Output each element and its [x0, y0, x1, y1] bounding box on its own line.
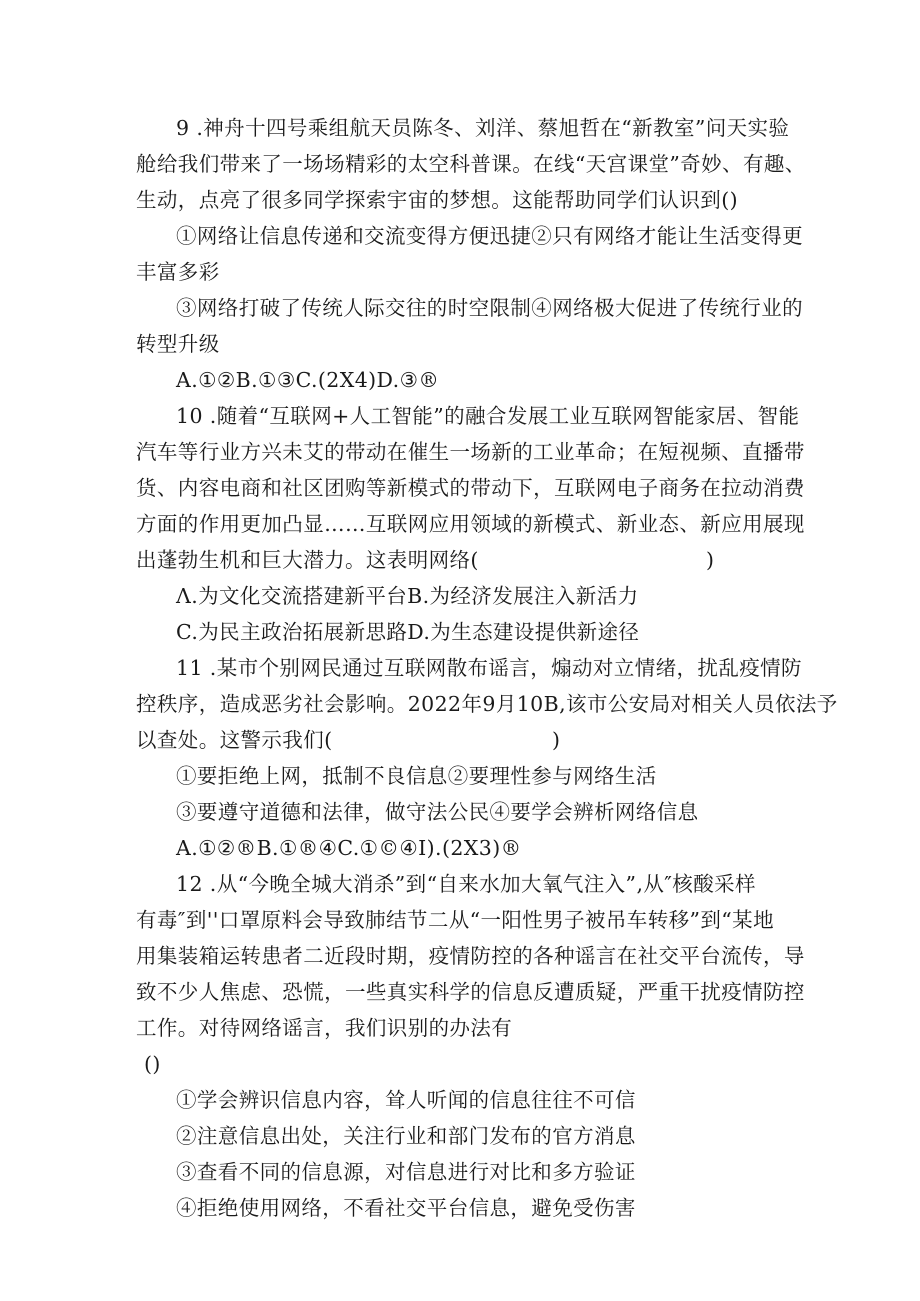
question-12-statement-3: ③查看不同的信息源，对信息进行对比和多方验证: [176, 1160, 636, 1184]
question-9-stem-line-1: 9 .神舟十四号乘组航天员陈冬、刘洋、蔡旭哲在“新教室”问天实验: [176, 116, 790, 140]
question-10-options-line-2: C.为民主政治拓展新思路D.为生态建设提供新途径: [176, 620, 640, 644]
question-11-statements-line-2: ③要遵守道德和法律，做守法公民④要学会辨析网络信息: [176, 800, 699, 824]
question-12-stem-line-4: 致不少人焦虑、恐慌，一些真实科学的信息反遭质疑，严重干扰疫情防控: [136, 980, 805, 1004]
question-12-stem-line-1: 12 .从“今晚全城大消杀”到“自来水加大氧气注入”,从″核酸采样: [176, 872, 756, 896]
question-11-stem-line-3: 以查处。这警示我们(: [136, 728, 333, 752]
question-12-statement-2: ②注意信息出处，关注行业和部门发布的官方消息: [176, 1124, 636, 1148]
question-10-stem-line-4: 方面的作用更加凸显……互联网应用领域的新模式、新业态、新应用展现: [136, 512, 805, 536]
question-9-statements-line-1: ①网络让信息传递和交流变得方便迅捷②只有网络才能让生活变得更: [176, 224, 803, 248]
question-10-answer-close-paren: ): [706, 548, 715, 572]
question-12-stem-line-2: 有毒″到''口罩原料会导致肺结节二从“一阳性男子被吊车转移”到“某地: [136, 908, 774, 932]
question-10-stem-line-2: 汽车等行业方兴未艾的带动在催生一场新的工业革命；在短视频、直播带: [136, 440, 805, 464]
question-11-stem-line-2: 控秩序，造成恶劣社会影响。2022年9月10B,该市公安局对相关人员依法予: [136, 692, 838, 716]
question-11-options: A.①②®B.①®④C.①©④I).(2X3)®: [176, 836, 522, 860]
question-9-stem-line-2: 舱给我们带来了一场场精彩的太空科普课。在线“天宫课堂”奇妙、有趣、: [136, 152, 806, 176]
question-10-stem-line-1: 10 .随着“互联网+人工智能”的融合发展工业互联网智能家居、智能: [176, 404, 800, 428]
question-9-statements-line-2: 丰富多彩: [136, 260, 220, 284]
question-9-options: A.①②B.①③C.(2X4)D.③®: [176, 368, 440, 392]
question-10-options-line-1: Λ.为文化交流搭建新平台B.为经济发展注入新活力: [176, 584, 639, 608]
question-9-statements-line-3: ③网络打破了传统人际交往的时空限制④网络极大促进了传统行业的: [176, 296, 803, 320]
question-11-answer-close-paren: ): [552, 728, 561, 752]
question-12-answer-paren: (): [144, 1052, 161, 1076]
question-12-stem-line-5: 工作。对待网络谣言，我们识别的办法有: [136, 1016, 513, 1040]
question-11-statements-line-1: ①要拒绝上网，抵制不良信息②要理性参与网络生活: [176, 764, 657, 788]
question-10-stem-line-5: 出蓬勃生机和巨大潜力。这表明网络(: [136, 548, 479, 572]
question-9-statements-line-4: 转型升级: [136, 332, 220, 356]
question-12-statement-4: ④拒绝使用网络，不看社交平台信息，避免受伤害: [176, 1196, 636, 1220]
question-12-statement-1: ①学会辨识信息内容，耸人听闻的信息往往不可信: [176, 1088, 636, 1112]
question-11-stem-line-1: 11 .某市个别网民通过互联网散布谣言，煽动对立情绪，扰乱疫情防: [176, 656, 802, 680]
question-9-stem-line-3: 生动，点亮了很多同学探索宇宙的梦想。这能帮助同学们认识到(): [136, 188, 738, 212]
question-10-stem-line-3: 货、内容电商和社区团购等新模式的带动下，互联网电子商务在拉动消费: [136, 476, 805, 500]
question-12-stem-line-3: 用集装箱运转患者二近段时期，疫情防控的各种谣言在社交平台流传，导: [136, 944, 805, 968]
